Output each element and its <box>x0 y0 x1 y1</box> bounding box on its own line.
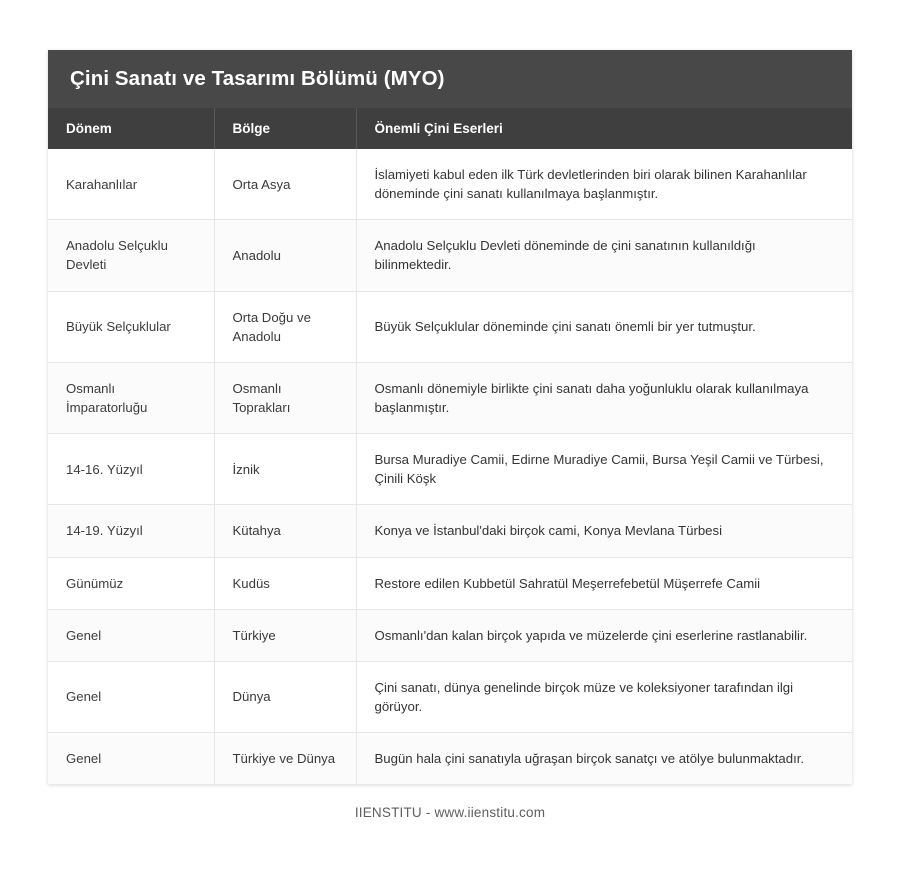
cell-period: 14-19. Yüzyıl <box>48 505 214 557</box>
cell-region: Orta Doğu ve Anadolu <box>214 291 356 362</box>
table-row <box>48 609 852 661</box>
table-row <box>48 149 852 220</box>
cell-region: Dünya <box>214 661 356 732</box>
cell-works: İslamiyeti kabul eden ilk Türk devletlerinden biri olarak bilinen Karahanlılar döneminde çini sanatı kullanılmaya başlanmıştır. <box>356 149 852 220</box>
cell-period: Genel <box>48 661 214 732</box>
table-row <box>48 434 852 505</box>
table-title-bar <box>48 50 852 108</box>
cell-period: Osmanlı İmparatorluğu <box>48 362 214 433</box>
table-row <box>48 220 852 291</box>
column-header-region: Bölge <box>214 108 356 149</box>
cell-works: Çini sanatı, dünya genelinde birçok müze ve koleksiyoner tarafından ilgi görüyor. <box>356 661 852 732</box>
info-table <box>48 108 852 784</box>
page-title: Çini Sanatı ve Tasarımı Bölümü (MYO) <box>70 67 445 90</box>
cell-works: Bugün hala çini sanatıyla uğraşan birçok sanatçı ve atölye bulunmaktadır. <box>356 733 852 785</box>
cell-region: İznik <box>214 434 356 505</box>
cell-period: Günümüz <box>48 557 214 609</box>
cell-region: Türkiye ve Dünya <box>214 733 356 785</box>
table-header <box>48 108 852 149</box>
table-row <box>48 362 852 433</box>
cell-works: Büyük Selçuklular döneminde çini sanatı önemli bir yer tutmuştur. <box>356 291 852 362</box>
cell-region: Kudüs <box>214 557 356 609</box>
cell-works: Bursa Muradiye Camii, Edirne Muradiye Camii, Bursa Yeşil Camii ve Türbesi, Çinili Köşk <box>356 434 852 505</box>
table-row <box>48 291 852 362</box>
table-row <box>48 733 852 785</box>
cell-region: Kütahya <box>214 505 356 557</box>
cell-period: Genel <box>48 733 214 785</box>
column-header-period: Dönem <box>48 108 214 149</box>
cell-period: Genel <box>48 609 214 661</box>
cell-period: Anadolu Selçuklu Devleti <box>48 220 214 291</box>
cell-period: Karahanlılar <box>48 149 214 220</box>
table-row <box>48 505 852 557</box>
cell-period: Büyük Selçuklular <box>48 291 214 362</box>
cell-works: Anadolu Selçuklu Devleti döneminde de çini sanatının kullanıldığı bilinmektedir. <box>356 220 852 291</box>
table-row <box>48 557 852 609</box>
cell-period: 14-16. Yüzyıl <box>48 434 214 505</box>
footer-attribution: IIENSTITU - www.iienstitu.com <box>354 805 546 820</box>
cell-works: Osmanlı'dan kalan birçok yapıda ve müzelerde çini eserlerine rastlanabilir. <box>356 609 852 661</box>
cell-region: Orta Asya <box>214 149 356 220</box>
table-header-row <box>48 108 852 149</box>
info-table-card <box>48 50 852 784</box>
cell-region: Türkiye <box>214 609 356 661</box>
column-header-works: Önemli Çini Eserleri <box>356 108 852 149</box>
cell-works: Osmanlı dönemiyle birlikte çini sanatı daha yoğunluklu olarak kullanılmaya başlanmıştır. <box>356 362 852 433</box>
cell-region: Osmanlı Toprakları <box>214 362 356 433</box>
cell-works: Konya ve İstanbul'daki birçok cami, Konya Mevlana Türbesi <box>356 505 852 557</box>
table-body <box>48 149 852 784</box>
cell-works: Restore edilen Kubbetül Sahratül Meşerrefebetül Müşerrefe Camii <box>356 557 852 609</box>
cell-region: Anadolu <box>214 220 356 291</box>
table-row <box>48 661 852 732</box>
